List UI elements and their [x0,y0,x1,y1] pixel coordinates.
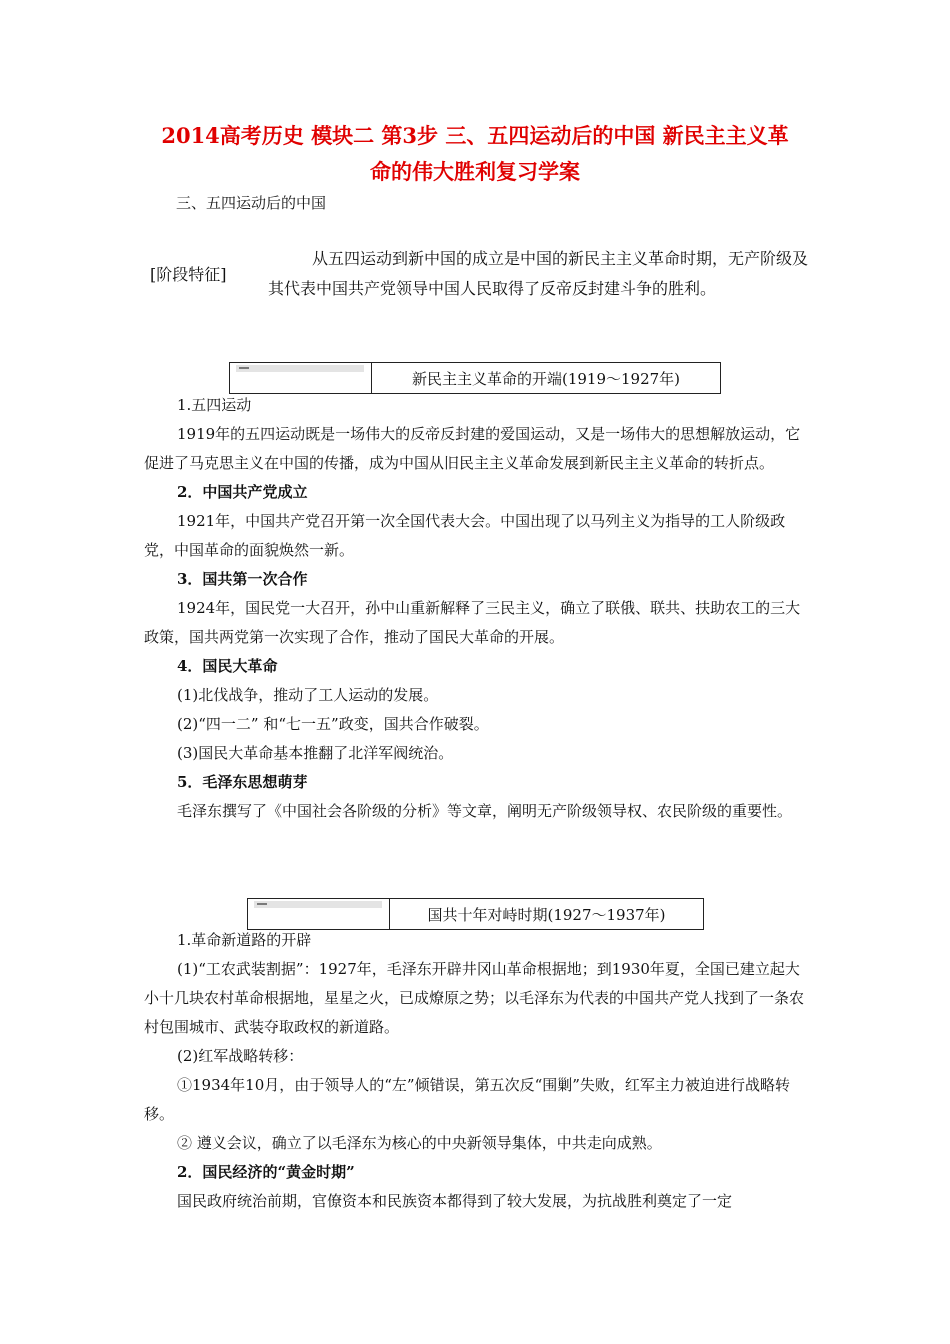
banner-title: 国共十年对峙时期(1927～1937年) [427,905,666,924]
title-line-1: 2014高考历史 模块二 第3步 三、五四运动后的中国 新民主主义革 [161,123,789,148]
heading-national-revolution: 4．国民大革命 [177,657,278,675]
banner-tab-bar [236,365,364,372]
paragraph: ①1934年10月，由于领导人的“左”倾错误，第五次反“围剿”失败，红军主力被迫进行战略转移。 [144,1076,790,1123]
heading-golden-age: 2．国民经济的“黄金时期” [177,1163,355,1181]
stage-label: [阶段特征] [150,265,227,284]
paragraph: 毛泽东撰写了《中国社会各阶级的分析》等文章，阐明无产阶级领导权、农民阶级的重要性。 [177,802,793,820]
heading-mao-thought: 5．毛泽东思想萌芽 [177,773,308,791]
paragraph: 1921年，中国共产党召开第一次全国代表大会。中国出现了以马列主义为指导的工人阶级政党，中国革命的面貌焕然一新。 [144,512,786,559]
list-item: (3)国民大革命基本推翻了北洋军阀统治。 [177,744,454,762]
document-title [140,118,810,190]
section-heading: 三、五四运动后的中国 [176,194,327,212]
list-item: ② 遵义会议，确立了以毛泽东为核心的中央新领导集体，中共走向成熟。 [177,1134,662,1152]
heading-new-road: 1.革命新道路的开辟 [177,931,312,949]
banner-tab-icon [257,903,267,905]
paragraph: 1924年，国民党一大召开，孙中山重新解释了三民主义，确立了联俄、联共、扶助农工的三大政策，国共两党第一次实现了合作，推动了国民大革命的开展。 [144,599,801,646]
period-banner-1 [229,362,721,394]
paragraph: 国民政府统治前期，官僚资本和民族资本都得到了较大发展，为抗战胜利奠定了一定 [177,1192,733,1210]
stage-text: 从五四运动到新中国的成立是中国的新民主主义革命时期，无产阶级及其代表中国共产党领导中国人民取得了反帝反封建斗争的胜利。 [268,249,809,298]
banner-tab-icon [239,367,249,369]
heading-may-fourth: 1.五四运动 [177,396,252,414]
list-item: (2)“四一二” 和“七一五”政变，国共合作破裂。 [177,715,489,733]
banner-tab-cell [230,363,372,393]
banner-tab-bar [254,901,382,908]
list-item: (2)红军战略转移： [177,1047,304,1065]
banner-tab-cell [248,899,390,929]
list-item: (1)北伐战争，推动了工人运动的发展。 [177,686,439,704]
part-2-content [144,926,810,1216]
title-line-2: 命的伟大胜利复习学案 [370,159,580,184]
heading-ccp-founding: 2．中国共产党成立 [177,483,308,501]
banner-title: 新民主主义革命的开端(1919～1927年) [411,369,681,388]
heading-first-cooperation: 3．国共第一次合作 [177,570,308,588]
paragraph: (1)“工农武装割据”：1927年，毛泽东开辟井冈山革命根据地；到1930年夏，全国已建立起大小十几块农村革命根据地，星星之火，已成燎原之势；以毛泽东为代表的中国共产党人找到了一条农村包围城市、武装夺取政权的新道路。 [144,960,805,1036]
part-1-content [144,391,810,826]
paragraph: 1919年的五四运动既是一场伟大的反帝反封建的爱国运动，又是一场伟大的思想解放运动，它促进了马克思主义在中国的传播，成为中国从旧民主主义革命发展到新民主主义革命的转折点。 [144,425,801,472]
